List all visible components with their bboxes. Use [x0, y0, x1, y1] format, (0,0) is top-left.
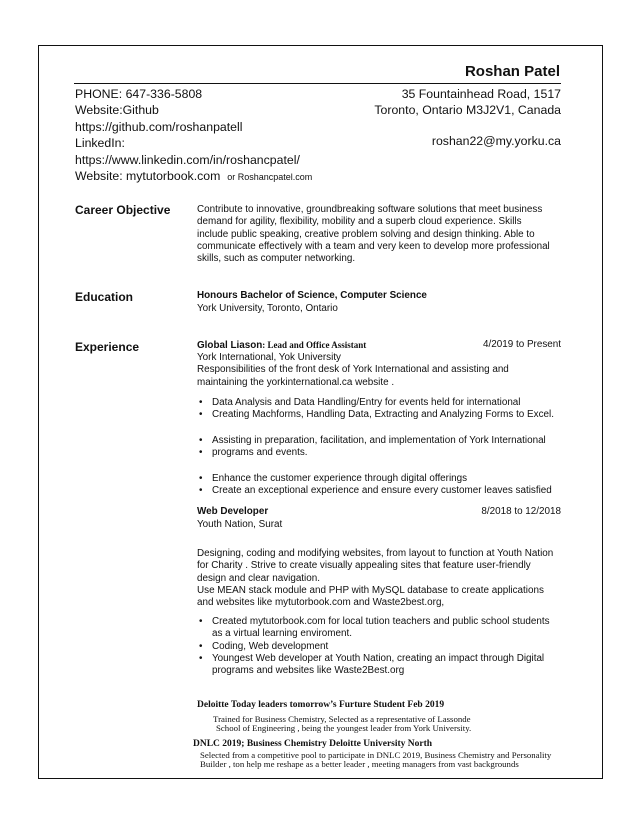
award2-line: Builder , ton help me reshape as a better leader , meeting managers from vast backgrounds [200, 759, 519, 770]
resume-name: Roshan Patel [464, 63, 560, 80]
email[interactable]: roshan22@my.yorku.ca [431, 134, 561, 148]
career-line: skills, such as computer networking. [197, 253, 356, 265]
award2-line: Selected from a competitive pool to participate in DNLC 2019, Business Chemistry and Personality [200, 750, 552, 760]
school: York University, Toronto, Ontario [197, 303, 338, 314]
bullet-line: • Youngest Web developer at Youth Nation, creating an impact through Digital [212, 652, 545, 664]
bullet-line: programs and websites like Waste2Best.org [212, 665, 405, 677]
job2-desc-line: Use MEAN stack module and PHP with MySQL database to create applications [197, 584, 544, 596]
career-heading: Career Objective [75, 203, 171, 217]
job2-desc [197, 548, 553, 609]
website-github-label: Website:Github [75, 103, 159, 118]
bullet-item: • Creating Machforms, Handling Data, Extracting and Analyzing Forms to Excel. [197, 409, 554, 421]
award1-line: Trained for Business Chemistry, Selected as a representative of Lassonde [213, 714, 471, 724]
website-line [75, 168, 312, 185]
bullet-line: as a virtual learning enviroment. [212, 628, 352, 640]
job1-desc-line: Responsibilities of the front desk of York International and assisting and [197, 364, 509, 376]
bullet-item: • programs and events. [197, 447, 546, 459]
degree: Honours Bachelor of Science, Computer Science [197, 290, 427, 301]
job2-desc-line: Designing, coding and modifying websites, from layout to function at Youth Nation [197, 548, 554, 559]
bullet-item [197, 641, 550, 653]
linkedin-label: LinkedIn: [75, 136, 125, 151]
job1-bullets-b [197, 435, 546, 460]
job1-desc-line: maintaining the yorkinternational.ca website . [197, 376, 395, 388]
job2-org: Youth Nation, Surat [197, 519, 283, 530]
job1-bullets-a [197, 397, 554, 422]
job2-dates: 8/2018 to 12/2018 [481, 506, 561, 517]
linkedin-link[interactable]: https://www.linkedin.com/in/roshancpatel/ [75, 152, 300, 167]
award1-line: School of Engineering , being the youngest leader from York University. [216, 723, 472, 734]
career-line: Contribute to innovative, groundbreaking software solutions that meet business [197, 204, 543, 215]
contact-left [75, 86, 312, 185]
job1-bullets-c [197, 473, 552, 498]
website-alt-link[interactable]: or Roshancpatel.com [227, 172, 313, 183]
job1-details [197, 352, 509, 389]
award2-title: DNLC 2019; Business Chemistry Deloitte University North [193, 739, 433, 749]
bullet-line: • Created mytutorbook.com for local tution teachers and public school students [212, 616, 550, 627]
job2-desc-line: and websites like mytutorbook.com and Waste2best.org, [197, 597, 445, 609]
job1-subtitle: : Lead and Office Assistant [262, 340, 367, 350]
bullet-line: • Coding, Web development [212, 640, 329, 652]
award2-desc [200, 751, 551, 770]
bullet-item: • Enhance the customer experience through digital offerings [197, 473, 552, 485]
bullet-item: • Assisting in preparation, facilitation, and implementation of York International [197, 435, 546, 447]
bullet-item: • Create an exceptional experience and ensure every customer leaves satisfied [197, 485, 552, 497]
career-line: demand for agility, flexibility, mobility and a superb cloud experience. Skills [197, 216, 522, 228]
job2-title: Web Developer [197, 506, 269, 517]
job1-dates: 4/2019 to Present [483, 339, 561, 350]
website-link[interactable]: Website: mytutorbook.com [75, 169, 221, 184]
job2-bullets [197, 616, 550, 677]
phone-line: PHONE: 647-336-5808 [75, 87, 203, 101]
address-line2: Toronto, Ontario M3J2V1, Canada [374, 103, 561, 118]
education-heading: Education [75, 290, 134, 304]
bullet-item: • Data Analysis and Data Handling/Entry for events held for international [197, 397, 554, 409]
career-line: include public speaking, creative problem solving and design thinking. Able to [197, 228, 535, 240]
address-block [374, 86, 561, 119]
github-link[interactable]: https://github.com/roshanpatell [75, 119, 243, 134]
header-divider [74, 83, 561, 84]
award1-desc [213, 715, 471, 734]
job1-org: York International, Yok University [197, 352, 341, 363]
address-line1: 35 Fountainhead Road, 1517 [401, 87, 561, 101]
job2-desc-line: design and clear navigation. [197, 572, 320, 584]
job1-title-line [197, 339, 366, 352]
career-line: communicate effectively with a team and very keen to develop more professional [197, 240, 550, 252]
bullet-item [197, 653, 550, 678]
bullet-item [197, 616, 550, 641]
experience-heading: Experience [75, 340, 140, 354]
award1-title: Deloitte Today leaders tomorrow’s Furture Student Feb 2019 [197, 700, 445, 710]
career-text [197, 204, 550, 265]
job1-title: Global Liason [197, 340, 263, 351]
job2-desc-line: for Charity . Strive to create visually appealing sites that feature user-friendly [197, 560, 531, 572]
